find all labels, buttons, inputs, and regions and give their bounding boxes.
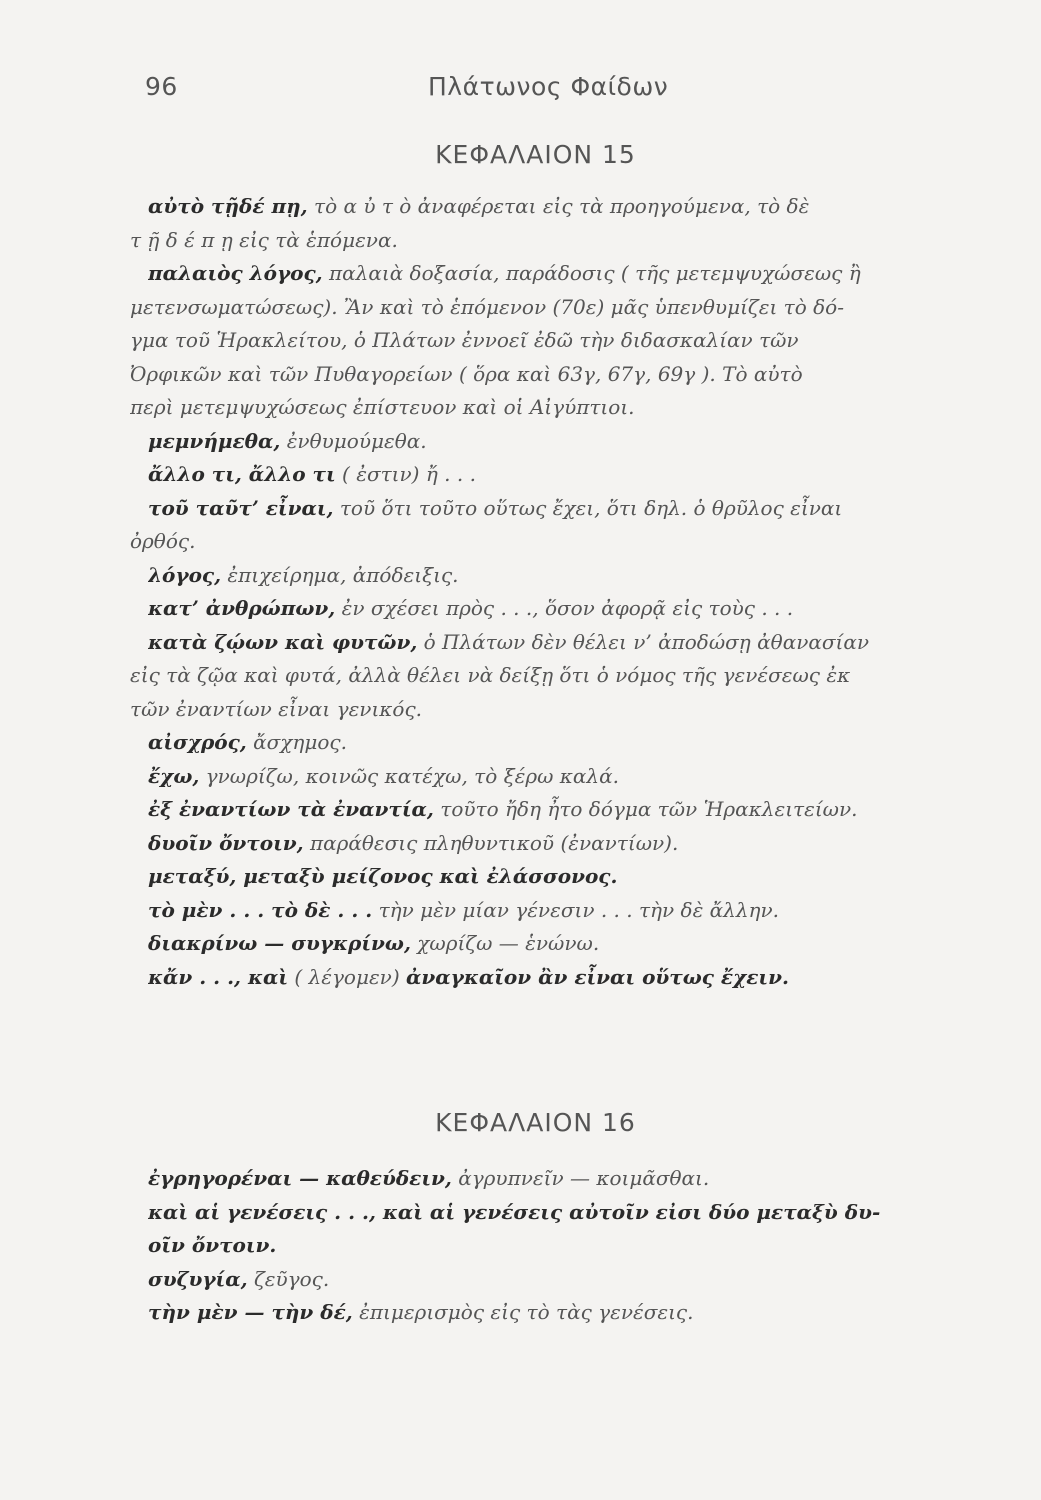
lemma-term: ἐξ ἐναντίων τὰ ἐναντία, — [148, 797, 434, 821]
lemma-gloss: ( λέγομεν) — [288, 964, 406, 989]
lemma-gloss: εἰς τὰ ζῷα καὶ φυτά, ἀλλὰ θέλει νὰ δείξῃ ὅτι ὁ νόμος τῆς γενέσεως ἐκ — [130, 663, 851, 687]
commentary-line — [148, 190, 926, 224]
lemma-gloss: τοῦτο ἤδη ἦτο δόγμα τῶν Ἡρακλειτείων. — [433, 797, 858, 821]
lemma-term: αἰσχρός, — [148, 730, 247, 754]
lemma-gloss: ἀγρυπνεῖν — κοιμᾶσθαι. — [451, 1166, 710, 1190]
commentary-line — [148, 760, 926, 794]
lemma-gloss: ἐν σχέσει πρὸς . . ., ὅσον ἀφορᾷ εἰς τοὺς . . . — [335, 596, 794, 620]
lemma-term: ἀναγκαῖον ἂν εἶναι οὕτως ἔχειν. — [406, 964, 789, 989]
commentary-line — [148, 1162, 926, 1196]
lemma-gloss: ἄσχημος. — [246, 730, 347, 754]
commentary-line — [148, 793, 926, 827]
chapter-16-heading: ΚΕΦΑΛΑΙΟΝ 16 — [435, 1108, 636, 1137]
lemma-gloss: τ ῇ δ έ π ῃ εἰς τὰ ἑπόμενα. — [130, 227, 398, 252]
lemma-gloss: παλαιὰ δοξασία, παράδοσις ( τῆς μετεμψυχώσεως ἢ — [322, 261, 861, 285]
commentary-line — [148, 425, 926, 459]
lemma-term: παλαιὸς λόγος, — [148, 261, 323, 285]
chapter-15-commentary — [130, 190, 926, 994]
lemma-gloss: παράθεσις πληθυντικοῦ (ἐναντίων). — [303, 830, 679, 855]
commentary-line — [148, 860, 926, 894]
lemma-gloss: ζεῦγος. — [247, 1266, 330, 1291]
commentary-line — [148, 927, 926, 961]
chapter-15-heading: ΚΕΦΑΛΑΙΟΝ 15 — [435, 140, 636, 169]
commentary-line — [130, 224, 926, 258]
lemma-gloss: τοῦ ὅτι τοῦτο οὕτως ἔχει, ὅτι δηλ. ὁ θρῦλος εἶναι — [333, 495, 843, 520]
lemma-term: τὴν μὲν — τὴν δέ, — [148, 1300, 353, 1324]
lemma-gloss: Ὀρφικῶν καὶ τῶν Πυθαγορείων ( ὅρα καὶ 63γ, 67γ, 69γ ). Τὸ αὐτὸ — [130, 361, 803, 386]
commentary-line — [148, 458, 926, 492]
lemma-gloss: ὀρθός. — [130, 529, 196, 553]
commentary-line — [148, 961, 926, 995]
lemma-term: συζυγία, — [148, 1266, 248, 1291]
lemma-term: τοῦ ταῦτ’ εἶναι, — [148, 495, 334, 520]
commentary-line — [130, 324, 926, 358]
commentary-line — [130, 693, 926, 727]
lemma-term: ἄλλο τι, ἄλλο τι — [148, 462, 336, 486]
running-title: Πλάτωνος Φαίδων — [428, 72, 669, 101]
page-header — [0, 72, 1041, 112]
lemma-gloss: γνωρίζω, κοινῶς κατέχω, τὸ ξέρω καλά. — [199, 763, 619, 788]
lemma-gloss: ( ἐστιν) ἤ . . . — [335, 462, 476, 486]
commentary-line — [148, 894, 926, 928]
lemma-gloss: τὴν μὲν μίαν γένεσιν . . . τὴν δὲ ἄλλην. — [372, 897, 780, 922]
lemma-term: μεταξύ, μεταξὺ μείζονος καὶ ἐλάσσονος. — [148, 864, 618, 888]
lemma-gloss: ἐνθυμούμεθα. — [280, 428, 427, 453]
commentary-line — [130, 291, 926, 325]
lemma-term: ἐγρηγορέναι — καθεύδειν, — [148, 1166, 452, 1190]
commentary-line — [130, 358, 926, 392]
commentary-line — [148, 827, 926, 861]
lemma-term: κἄν . . ., καὶ — [148, 964, 289, 989]
lemma-term: τὸ μὲν . . . τὸ δὲ . . . — [148, 897, 373, 922]
commentary-line — [148, 1296, 926, 1330]
lemma-term: δυοῖν ὄντοιν, — [148, 830, 304, 855]
lemma-gloss: γμα τοῦ Ἡρακλείτου, ὁ Πλάτων ἐννοεῖ ἐδῶ τὴν διδασκαλίαν τῶν — [130, 328, 799, 352]
commentary-line — [148, 592, 926, 626]
lemma-gloss: χωρίζω — ἑνώνω. — [410, 931, 600, 955]
commentary-line — [148, 726, 926, 760]
chapter-16-commentary — [148, 1162, 926, 1330]
lemma-gloss: τὸ α ὐ τ ὸ ἀναφέρεται εἰς τὰ προηγούμενα, τὸ δὲ — [307, 194, 810, 218]
commentary-line — [130, 391, 926, 425]
lemma-term: λόγος, — [148, 562, 222, 587]
commentary-line — [148, 1229, 926, 1263]
lemma-gloss: περὶ μετεμψυχώσεως ἐπίστευον καὶ οἱ Αἰγύπτιοι. — [130, 395, 635, 419]
lemma-term: κατὰ ζῴων καὶ φυτῶν, — [148, 629, 418, 654]
commentary-line — [148, 257, 926, 291]
commentary-line — [130, 525, 926, 559]
lemma-gloss: μετενσωματώσεως). Ἂν καὶ τὸ ἑπόμενον (70ε) μᾶς ὑπενθυμίζει τὸ δό- — [130, 294, 844, 319]
commentary-line — [148, 492, 926, 526]
lemma-term: οῖν ὄντοιν. — [148, 1233, 277, 1257]
lemma-term: καὶ αἱ γενέσεις . . ., καὶ αἱ γενέσεις αὐτοῖν εἰσι δύο μεταξὺ δυ- — [148, 1199, 881, 1224]
lemma-term: διακρίνω — συγκρίνω, — [148, 931, 411, 955]
commentary-line — [148, 626, 926, 660]
lemma-term: κατ’ ἀνθρώπων, — [148, 596, 336, 620]
page-number: 96 — [145, 72, 178, 101]
lemma-term: μεμνήμεθα, — [148, 428, 281, 453]
lemma-term: αὐτὸ τῇδέ πῃ, — [148, 194, 308, 218]
lemma-gloss: τῶν ἐναντίων εἶναι γενικός. — [130, 696, 423, 721]
commentary-line — [148, 559, 926, 593]
commentary-line — [130, 659, 926, 693]
lemma-gloss: ὁ Πλάτων δὲν θέλει ν’ ἀποδώσῃ ἀθανασίαν — [417, 629, 870, 654]
commentary-line — [148, 1196, 926, 1230]
lemma-gloss: ἐπιχείρημα, ἀπόδειξις. — [221, 562, 459, 587]
commentary-line — [148, 1263, 926, 1297]
lemma-term: ἔχω, — [148, 763, 200, 788]
lemma-gloss: ἐπιμερισμὸς εἰς τὸ τὰς γενέσεις. — [352, 1300, 694, 1324]
